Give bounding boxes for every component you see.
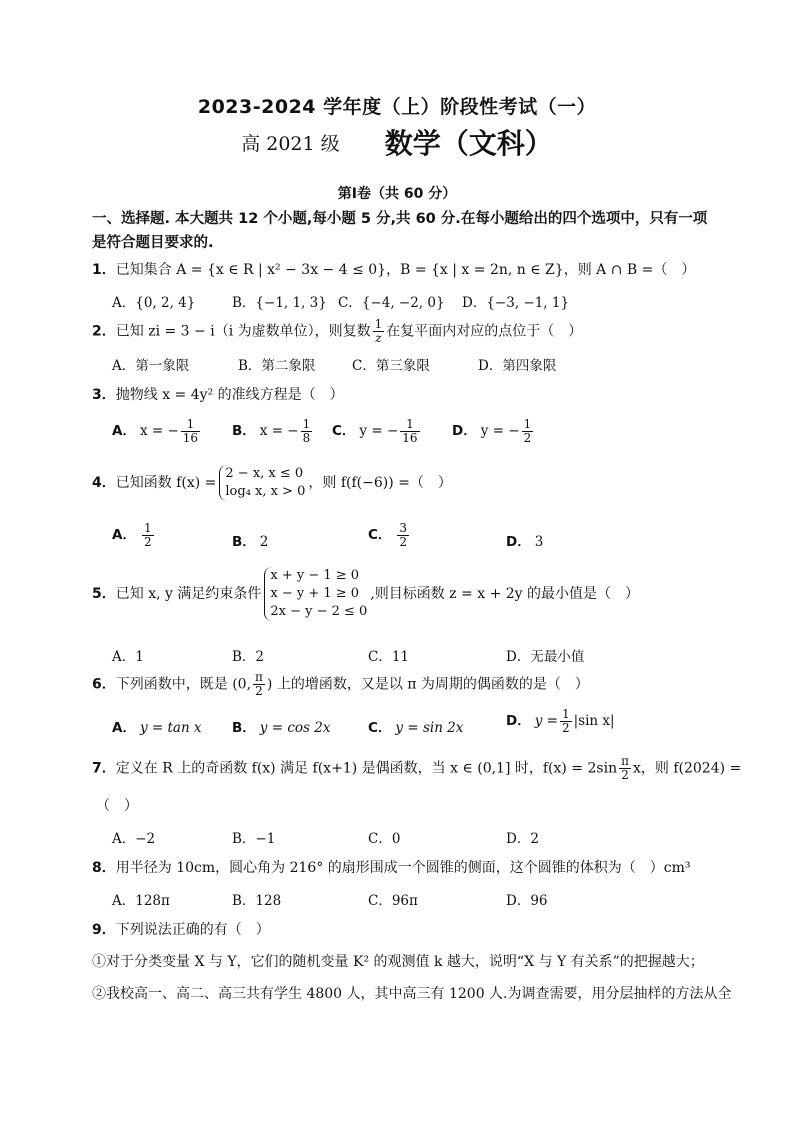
question-text: 已知 x, y 满足约束条件 <box>115 586 262 602</box>
option-c: C．{−4, −2, 0} <box>338 295 445 311</box>
question-text: 已知集合 A = {x ∈ R | x² − 3x − 4 ≤ 0}，B = {x | x = 2n, n ∈ Z}，则 A ∩ B =（ ） <box>115 262 696 278</box>
statement-1: ①对于分类变量 X 与 Y，它们的随机变量 K² 的观测值 k 越大，说明“X 与 Y 有关系”的把握越大； <box>92 954 704 970</box>
option-d: D．第四象限 <box>478 358 557 374</box>
question-5 <box>92 567 639 621</box>
option-a: A．第一象限 <box>112 358 190 374</box>
option-c: C．11 <box>368 649 410 665</box>
question-6 <box>92 671 589 698</box>
option-d: D． 3 <box>506 534 544 550</box>
question-text: 用半径为 10cm，圆心角为 216° 的扇形围成一个圆锥的侧面，这个圆锥的体积为（ ）cm³ <box>115 860 691 876</box>
option-a: A．1 <box>112 649 144 665</box>
question-1 <box>92 259 695 279</box>
exam-title: 2023-2024 学年度（上）阶段性考试（一） <box>197 96 597 118</box>
option-b: B．2 <box>232 649 265 665</box>
question-number: 2． <box>92 323 116 340</box>
section-instruction: 一、选择题. 本大题共 12 个小题,每小题 5 分,共 60 分.在每小题给出的四个选项中，只有一项是符合题目要求的. <box>92 211 708 251</box>
option-b: B．第二象限 <box>238 358 316 374</box>
question-text: ) 上的增函数，又是以 π 为周期的偶函数的是（ ） <box>266 676 589 693</box>
fraction: $\frac{\pi}{2}$ <box>621 754 629 782</box>
subject-title: 数学（文科） <box>384 127 553 160</box>
question-number: 5． <box>92 586 116 602</box>
question-text: 定义在 R 上的奇函数 f(x) 满足 f(x+1) 是偶函数，当 x ∈ (0,1] 时，f(x) = 2sin <box>115 760 618 777</box>
option-d: D． y = − $\frac{1}{2}$ <box>452 417 532 445</box>
grade-label: 高 2021 级 <box>241 132 340 155</box>
question-text: 抛物线 x = 4y² 的准线方程是（ ） <box>115 387 344 403</box>
section-heading: 第Ⅰ卷（共 60 分） <box>337 186 457 202</box>
question-7 <box>92 755 741 782</box>
option-c: C． y = − $\frac{1}{16}$ <box>332 417 418 445</box>
statement-2: ②我校高一、高二、高三共有学生 4800 人，其中高三有 1200 人.为调查需要，用分层抽样的方法从全 <box>92 986 732 1002</box>
option-a: A．−2 <box>112 831 156 847</box>
fraction: $\frac{1}{z}$ <box>374 317 383 345</box>
option-d: D．2 <box>506 831 539 847</box>
question-number: 6． <box>92 676 116 693</box>
fraction: $\frac{\pi}{2}$ <box>255 670 263 698</box>
question-2 <box>92 318 582 345</box>
question-text: x，则 f(2024) = <box>633 760 742 777</box>
option-d: D．无最小值 <box>506 649 585 665</box>
question-text: 已知函数 f(x) = <box>115 475 217 491</box>
question-number: 8． <box>92 860 116 876</box>
option-d: D． y = $\frac{1}{2}$ |sin x| <box>506 707 615 735</box>
option-c: C． $\frac{3}{2}$ <box>368 521 408 549</box>
option-a: A．{0, 2, 4} <box>112 295 196 311</box>
option-a: A． x = − $\frac{1}{16}$ <box>112 417 199 445</box>
option-b: B．−1 <box>232 831 276 847</box>
question-number: 3． <box>92 387 116 403</box>
question-3 <box>92 384 344 404</box>
option-a: A． $\frac{1}{2}$ <box>112 521 152 549</box>
option-b: B．128 <box>232 893 282 909</box>
constraint-brace: x + y − 1 ≥ 0 x − y + 1 ≥ 0 2x − y − 2 ≤ 0 <box>264 567 367 621</box>
option-c: C．0 <box>368 831 401 847</box>
option-b: B． x = − $\frac{1}{8}$ <box>232 417 311 445</box>
question-number: 7． <box>92 760 116 777</box>
question-text: 下列说法正确的有（ ） <box>115 922 270 938</box>
question-4 <box>92 465 452 501</box>
option-d: D．{−3, −1, 1} <box>462 295 570 311</box>
option-c: C．96π <box>368 893 418 909</box>
question-text: 在复平面内对应的点位于（ ） <box>386 323 583 340</box>
question-number: 4． <box>92 475 116 491</box>
question-number: 1． <box>92 262 116 278</box>
option-b: B． 2 <box>232 534 269 550</box>
question-9 <box>92 919 270 939</box>
option-b: B．{−1, 1, 3} <box>232 295 327 311</box>
question-text: ,则目标函数 z = x + 2y 的最小值是（ ） <box>370 586 640 602</box>
option-c: C． y = sin 2x <box>368 720 464 736</box>
question-8 <box>92 857 690 877</box>
question-text: 下列函数中，既是 (0, <box>115 676 252 693</box>
option-a: A． y = tan x <box>112 720 202 736</box>
option-b: B． y = cos 2x <box>232 720 331 736</box>
piecewise-brace: 2 − x, x ≤ 0 log₄ x, x > 0 <box>219 465 305 501</box>
question-number: 9． <box>92 922 116 938</box>
question-text: 已知 zi = 3 − i（i 为虚数单位），则复数 <box>115 323 371 340</box>
exam-subtitle <box>0 122 794 162</box>
option-c: C．第三象限 <box>352 358 430 374</box>
option-a: A．128π <box>112 893 170 909</box>
option-d: D．96 <box>506 893 548 909</box>
question-text: ，则 f(f(−6)) =（ ） <box>308 475 452 491</box>
question-7-blank: （ ） <box>96 798 138 814</box>
